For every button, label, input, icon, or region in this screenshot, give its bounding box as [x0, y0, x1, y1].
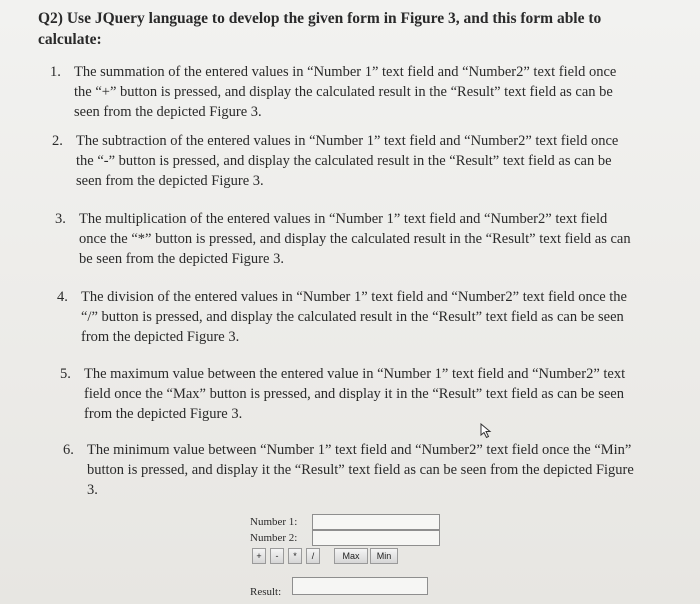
item-number: 1. — [50, 64, 61, 80]
operator-buttons — [250, 548, 460, 564]
list-item-1 — [50, 62, 634, 122]
item-number: 5. — [60, 366, 71, 382]
calculator-form — [250, 512, 460, 602]
item-line: button is pressed, and display it the “Result” text field as can be seen from the depicted Figure — [87, 462, 634, 478]
item-line: The minimum value between “Number 1” text field and “Number2” text field once the “Min” — [87, 442, 632, 458]
number2-label: Number 2: — [250, 532, 298, 544]
list-item-6 — [63, 440, 647, 500]
item-line: The subtraction of the entered values in “Number 1” text field and “Number2” text field once — [76, 133, 619, 149]
number2-input[interactable] — [313, 531, 439, 545]
item-line: seen from the depicted Figure 3. — [76, 173, 264, 189]
number1-field[interactable] — [312, 514, 440, 530]
item-line: seen from the depicted Figure 3. — [74, 104, 262, 120]
item-line: The multiplication of the entered values in “Number 1” text field and “Number2” text field — [79, 211, 608, 227]
item-line: the “-” button is pressed, and display the calculated result in the “Result” text field as can be — [76, 153, 612, 169]
item-number: 6. — [63, 442, 74, 458]
min-button[interactable]: Min — [370, 548, 398, 564]
item-line: “/” button is pressed, and display the calculated result in the “Result” text field as can be seen — [81, 309, 624, 325]
minus-button[interactable]: - — [270, 548, 284, 564]
result-input[interactable] — [293, 578, 427, 594]
item-line: the “+” button is pressed, and display the calculated result in the “Result” text field as can be — [74, 84, 613, 100]
question-line-2: calculate: — [38, 31, 102, 48]
item-line: from the depicted Figure 3. — [81, 329, 240, 345]
item-line: be seen from the depicted Figure 3. — [79, 251, 284, 267]
item-line: field once the “Max” button is pressed, and display it in the “Result” text field as can be seen — [84, 386, 624, 402]
number1-input[interactable] — [313, 515, 439, 529]
list-item-4 — [57, 287, 641, 347]
cursor-arrow-icon — [480, 423, 494, 439]
result-field[interactable] — [292, 577, 428, 595]
item-line: The maximum value between the entered value in “Number 1” text field and “Number2” text — [84, 366, 626, 382]
item-number: 3. — [55, 211, 66, 227]
list-item-5 — [60, 364, 644, 424]
result-label: Result: — [250, 586, 282, 598]
plus-button[interactable]: + — [252, 548, 266, 564]
question-line-1: Q2) Use JQuery language to develop the given form in Figure 3, and this form able to — [38, 10, 602, 27]
number2-field[interactable] — [312, 530, 440, 546]
item-line: from the depicted Figure 3. — [84, 406, 243, 422]
max-button[interactable]: Max — [334, 548, 368, 564]
item-line: The summation of the entered values in “Number 1” text field and “Number2” text field once — [74, 64, 617, 80]
list-item-3 — [55, 209, 639, 269]
item-number: 4. — [57, 289, 68, 305]
multiply-button[interactable]: * — [288, 548, 302, 564]
item-line: once the “*” button is pressed, and display the calculated result in the “Result” text field as can — [79, 231, 631, 247]
question-heading — [38, 8, 638, 50]
item-line: 3. — [87, 482, 98, 498]
divide-button[interactable]: / — [306, 548, 320, 564]
number1-label: Number 1: — [250, 516, 298, 528]
list-item-2 — [52, 131, 636, 191]
item-line: The division of the entered values in “Number 1” text field and “Number2” text field once the — [81, 289, 627, 305]
item-number: 2. — [52, 133, 63, 149]
